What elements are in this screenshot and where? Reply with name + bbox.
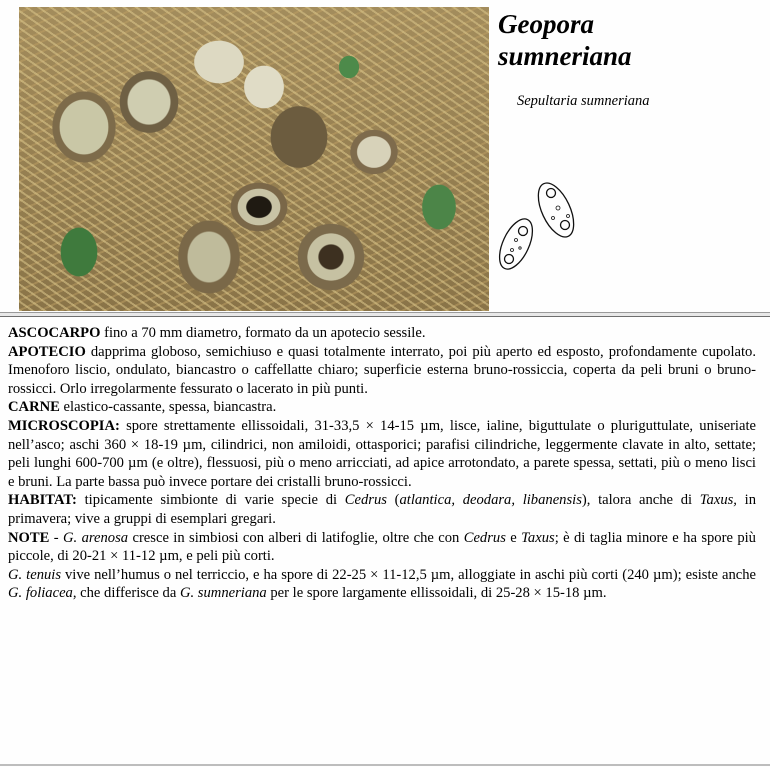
label-ascocarpo: ASCOCARPO: [8, 325, 101, 341]
section-habitat: [8, 491, 756, 528]
text-note: vive nell’humus o nel terriccio, e ha spore di 22-25 × 11-12,5 µm, alloggiate in aschi più corti (240 µm); esiste anche: [61, 566, 757, 583]
text-note: cresce in simbiosi con alberi di latifoglie, oltre che con: [128, 529, 464, 546]
taxon-name: Taxus: [521, 529, 555, 546]
taxon-name: G. arenosa: [63, 529, 129, 546]
text-habitat: (: [386, 492, 400, 509]
section-divider: [0, 312, 770, 317]
section-apotecio: [8, 343, 756, 399]
taxon-name: Cedrus: [463, 529, 506, 546]
title-species: sumneriana: [498, 41, 632, 71]
spore-illustration-icon: [496, 178, 580, 274]
section-carne: [8, 398, 756, 417]
taxon-name: G. sumneriana: [179, 585, 267, 602]
text-note: ; è di taglia minore e ha spore più piccole, di 20-21 × 11-12 µm, e peli più corti.: [8, 529, 756, 565]
label-habitat: HABITAT:: [8, 492, 77, 509]
synonym: Sepultaria sumneriana: [517, 93, 650, 109]
taxon-name: atlantica, deodara, libanensis: [399, 492, 582, 509]
text-ascocarpo: fino a 70 mm diametro, formato da un apotecio sessile.: [100, 325, 426, 341]
page-title: [498, 8, 632, 72]
title-genus: Geopora: [498, 9, 594, 39]
text-habitat: in primavera; vive a gruppi di esemplari gregari.: [8, 492, 757, 527]
text-note: per le spore largamente ellissoidali, di 25-28 × 15-18 µm.: [266, 585, 607, 602]
text-note: -: [49, 529, 64, 546]
taxon-name: Taxus,: [699, 492, 737, 509]
description-body: [8, 324, 756, 603]
label-apotecio: APOTECIO: [8, 343, 86, 360]
bottom-border: [0, 764, 770, 766]
section-note-continued: [8, 566, 756, 603]
label-microscopia: MICROSCOPIA:: [8, 417, 120, 434]
text-note: , che differisce da: [72, 585, 180, 602]
taxon-name: G. tenuis: [8, 566, 62, 583]
mushroom-photo: [19, 7, 489, 311]
text-note: e: [505, 529, 522, 546]
section-ascocarpo: [8, 324, 756, 343]
label-note: NOTE: [8, 529, 50, 546]
text-carne: elastico-cassante, spessa, biancastra.: [59, 399, 277, 416]
taxon-name: G. foliacea: [8, 585, 73, 602]
text-habitat: tipicamente simbionte di varie specie di: [76, 492, 345, 509]
taxon-name: Cedrus: [344, 492, 387, 509]
section-microscopia: [8, 417, 756, 491]
text-apotecio: dapprima globoso, semichiuso e quasi totalmente interrato, poi più aperto ed esposto, profondamente cupolato. Imenoforo liscio, ondulato, biancastro o caffellatte chiaro; superficie esterna bruno-rossiccia, coperta da peli bruni o bruno-rossicci. Orlo irregolarmente fessurato o lacerato in più punti.: [8, 343, 756, 397]
text-habitat: ), talora anche di: [581, 492, 700, 509]
text-microscopia: spore strettamente ellissoidali, 31-33,5 × 14-15 µm, lisce, ialine, biguttulate o pluriguttulate, uniseriate nell’asco; aschi 360 × 18-19 µm, cilindrici, non amiloidi, ottasporici; parafisi cilindriche, leggermente clavate in alto, settate; peli lunghi 600-700 µm (e oltre), flessuosi, più o meno arricciati, ad apice arrotondato, a parete spessa, settati, più o meno lisci e bruni. La parte bassa può invece portare dei cristalli bruno-rossicci.: [8, 417, 756, 490]
label-carne: CARNE: [8, 399, 60, 416]
section-note: [8, 529, 756, 566]
